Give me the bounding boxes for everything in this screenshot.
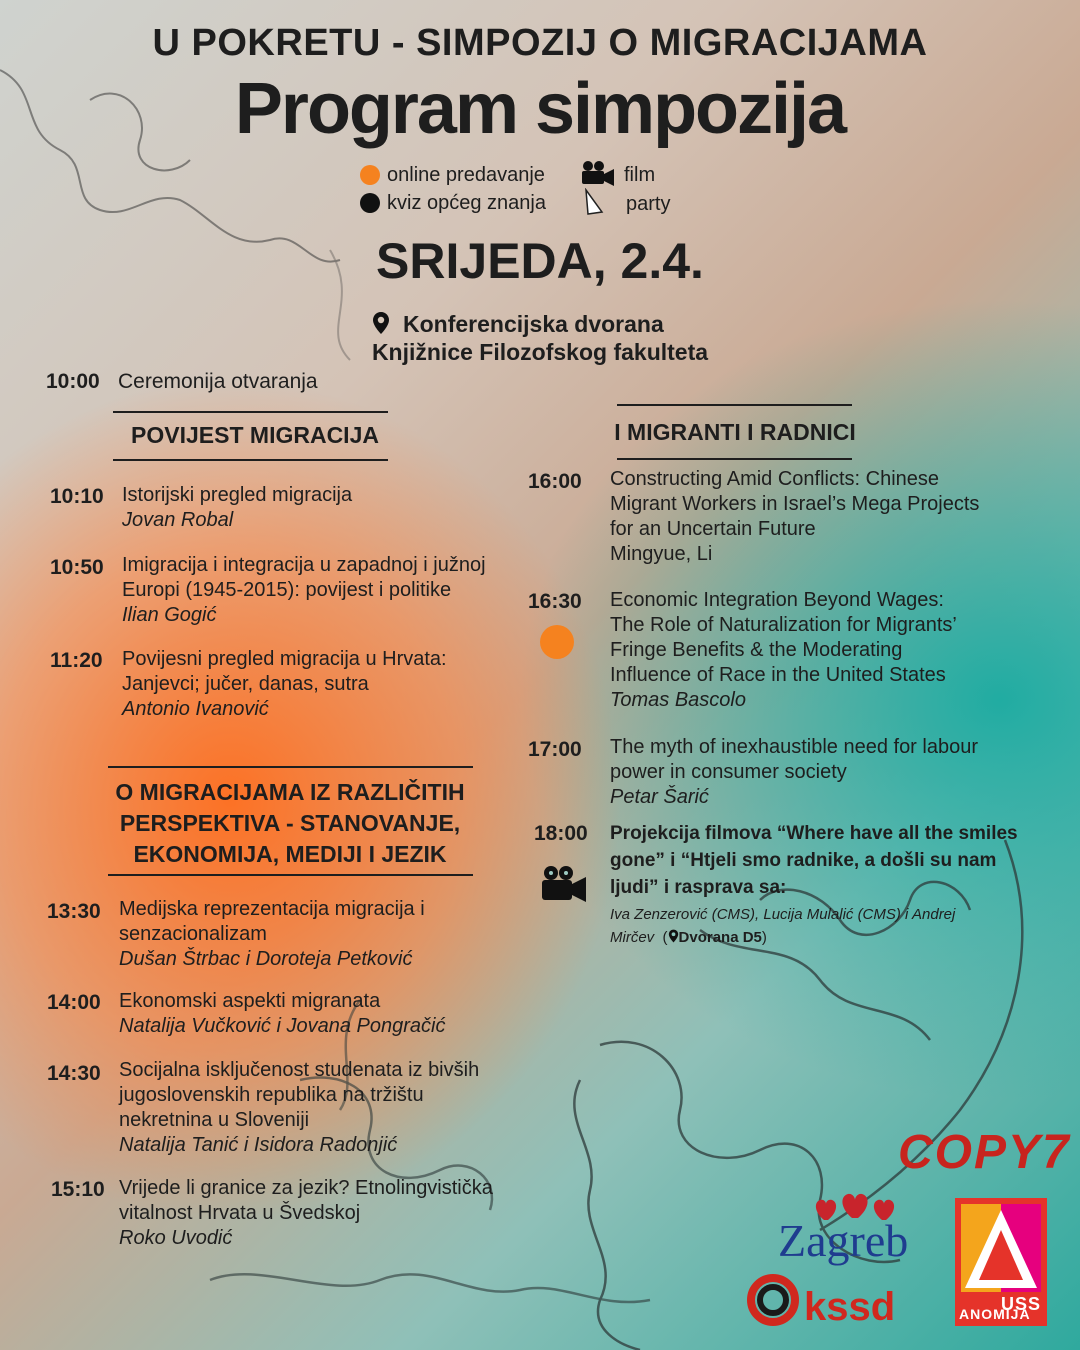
section-heading-line: EKONOMIJA, MEDIJI I JEZIK <box>133 841 447 867</box>
talk-title-line: Economic Integration Beyond Wages: <box>610 589 944 611</box>
talk-title-line: power in consumer society <box>610 761 847 783</box>
talk-author: Roko Uvodić <box>119 1227 233 1249</box>
film-line: gone” i “Htjeli smo radnike, a došli su nam <box>610 850 997 871</box>
talk-title-line: Povijesni pregled migracija u Hrvata: <box>122 648 447 670</box>
film-guests: Iva Zenzerović (CMS), Lucija Mulalić (CMS) i Andrej Mirčev ( Dvorana D5) <box>610 903 955 949</box>
talk-author: Dušan Štrbac i Doroteja Petković <box>119 948 413 970</box>
film-line: ljudi” i rasprava sa: <box>610 877 787 898</box>
talk-author: Jovan Robal <box>122 509 234 531</box>
talk-time: 16:30 <box>528 590 582 613</box>
talk-title-line: Istorijski pregled migracija <box>122 484 353 506</box>
kssd-logo: kssd <box>804 1285 896 1329</box>
orange-dot-icon <box>360 165 380 185</box>
talk-title-line: Influence of Race in the United States <box>610 664 946 686</box>
talk-title-line: Migrant Workers in Israel’s Mega Projects <box>610 493 980 515</box>
talk-title-line: Medijska reprezentacija migracija i <box>119 898 425 920</box>
section-rule-top <box>113 411 388 413</box>
talk-title-line: Fringe Benefits & the Moderating <box>610 639 903 661</box>
talk-title-line: Vrijede li granice za jezik? Etnolingvistička <box>119 1177 493 1199</box>
talk-title-line: Socijalna isključenost studenata iz bivših <box>119 1059 480 1081</box>
talk-title-line: senzacionalizam <box>119 923 267 945</box>
section-rule-top <box>108 766 473 768</box>
talk-author: Ilian Gogić <box>122 604 217 626</box>
talk-title-line: jugoslovenskih republika na tržištu <box>119 1084 424 1106</box>
film-location: Dvorana D5 <box>678 929 762 946</box>
talk-time: 14:00 <box>47 991 101 1014</box>
talk-time: 10:50 <box>50 556 104 579</box>
section-heading-workers: I MIGRANTI I RADNICI <box>614 419 856 445</box>
talk-item <box>122 647 447 722</box>
talk-title-line: Europi (1945-2015): povijest i politike <box>122 579 452 601</box>
talk-item <box>610 467 979 567</box>
talk-item <box>122 483 352 533</box>
section-rule-top <box>617 404 852 406</box>
talk-author: Natalija Vučković i Jovana Pongračić <box>119 1015 446 1037</box>
uss-anomija-logo <box>955 1198 1047 1326</box>
symposium-subtitle: U POKRETU - SIMPOZIJ O MIGRACIJAMA <box>152 22 928 64</box>
legend-online-label: online predavanje <box>387 164 545 186</box>
location-pin-icon <box>372 311 390 335</box>
talk-author: Tomas Bascolo <box>610 689 746 711</box>
section-rule-bottom <box>108 874 473 876</box>
talk-item <box>119 1176 493 1251</box>
talk-time: 13:30 <box>47 900 101 923</box>
triangle-logo-icon <box>961 1204 1041 1292</box>
section-rule-bottom <box>617 458 852 460</box>
film-time: 18:00 <box>534 822 588 845</box>
talk-time: 10:10 <box>50 485 104 508</box>
talk-time: 14:30 <box>47 1062 101 1085</box>
talk-title-line: The Role of Naturalization for Migrants’ <box>610 614 957 636</box>
opening-time: 10:00 <box>46 370 100 393</box>
talk-time: 11:20 <box>50 649 103 672</box>
section-heading-line: PERSPEKTIVA - STANOVANJE, <box>119 810 461 836</box>
section-heading-perspectives <box>70 777 510 870</box>
legend-party-label: party <box>626 193 671 215</box>
film-guests-line: Iva Zenzerović (CMS), Lucija Mulalić (CMS) i Andrej <box>610 906 956 923</box>
venue-line-2: Knjižnice Filozofskog fakulteta <box>371 339 709 365</box>
talk-time: 17:00 <box>528 738 582 761</box>
talk-author: Natalija Tanić i Isidora Radonjić <box>119 1134 398 1156</box>
talk-item <box>610 588 957 713</box>
talk-title-line: Janjevci; jučer, danas, sutra <box>122 673 369 695</box>
talk-time: 16:00 <box>528 470 582 493</box>
talk-title-line: Constructing Amid Conflicts: Chinese <box>610 468 940 490</box>
talk-author: Petar Šarić <box>610 786 709 808</box>
section-heading-line: O MIGRACIJAMA IZ RAZLIČITIH <box>115 779 465 805</box>
party-hat-icon <box>582 188 606 216</box>
zagreb-logo: Zagreb <box>778 1215 909 1266</box>
copy7-logo: COPY7 <box>898 1126 1071 1179</box>
black-dot-icon <box>360 193 380 213</box>
talk-item <box>122 553 486 628</box>
film-camera-icon <box>580 160 616 188</box>
talk-item <box>119 989 445 1039</box>
section-heading-history: POVIJEST MIGRACIJA <box>131 422 379 448</box>
talk-time: 15:10 <box>51 1178 105 1201</box>
opening-title: Ceremonija otvaranja <box>118 370 318 393</box>
talk-author: Antonio Ivanović <box>122 698 269 720</box>
talk-title-line: Ekonomski aspekti migranata <box>119 990 381 1012</box>
talk-item <box>610 735 978 810</box>
film-camera-icon <box>540 864 588 904</box>
talk-title-line: nekretnina u Sloveniji <box>119 1109 310 1131</box>
anomija-logo-text: ANOMIJA <box>959 1306 1031 1322</box>
page-title: Program simpozija <box>234 69 846 149</box>
location-pin-icon <box>668 929 679 943</box>
film-line: Projekcija filmova “Where have all the smiles <box>610 823 1018 844</box>
kssd-logo-mark-icon <box>745 1272 805 1328</box>
talk-item <box>119 1058 479 1158</box>
talk-item <box>119 897 425 972</box>
talk-author: Mingyue, Li <box>610 543 713 565</box>
section-rule-bottom <box>113 459 388 461</box>
talk-title-line: The myth of inexhaustible need for labour <box>610 736 978 758</box>
orange-dot-icon <box>540 625 574 659</box>
legend-film-label: film <box>624 164 656 186</box>
film-description <box>610 820 1018 901</box>
talk-title-line: Imigracija i integracija u zapadnoj i južnoj <box>122 554 486 576</box>
day-heading: SRIJEDA, 2.4. <box>376 233 704 289</box>
uss-logo-text: USS <box>1000 1294 1041 1314</box>
talk-title-line: for an Uncertain Future <box>610 518 816 540</box>
film-guests-line: Mirčev <box>610 929 655 946</box>
venue-line-1: Konferencijska dvorana <box>403 311 664 337</box>
legend-quiz-label: kviz općeg znanja <box>387 192 546 214</box>
talk-title-line: vitalnost Hrvata u Švedskoj <box>119 1202 361 1224</box>
